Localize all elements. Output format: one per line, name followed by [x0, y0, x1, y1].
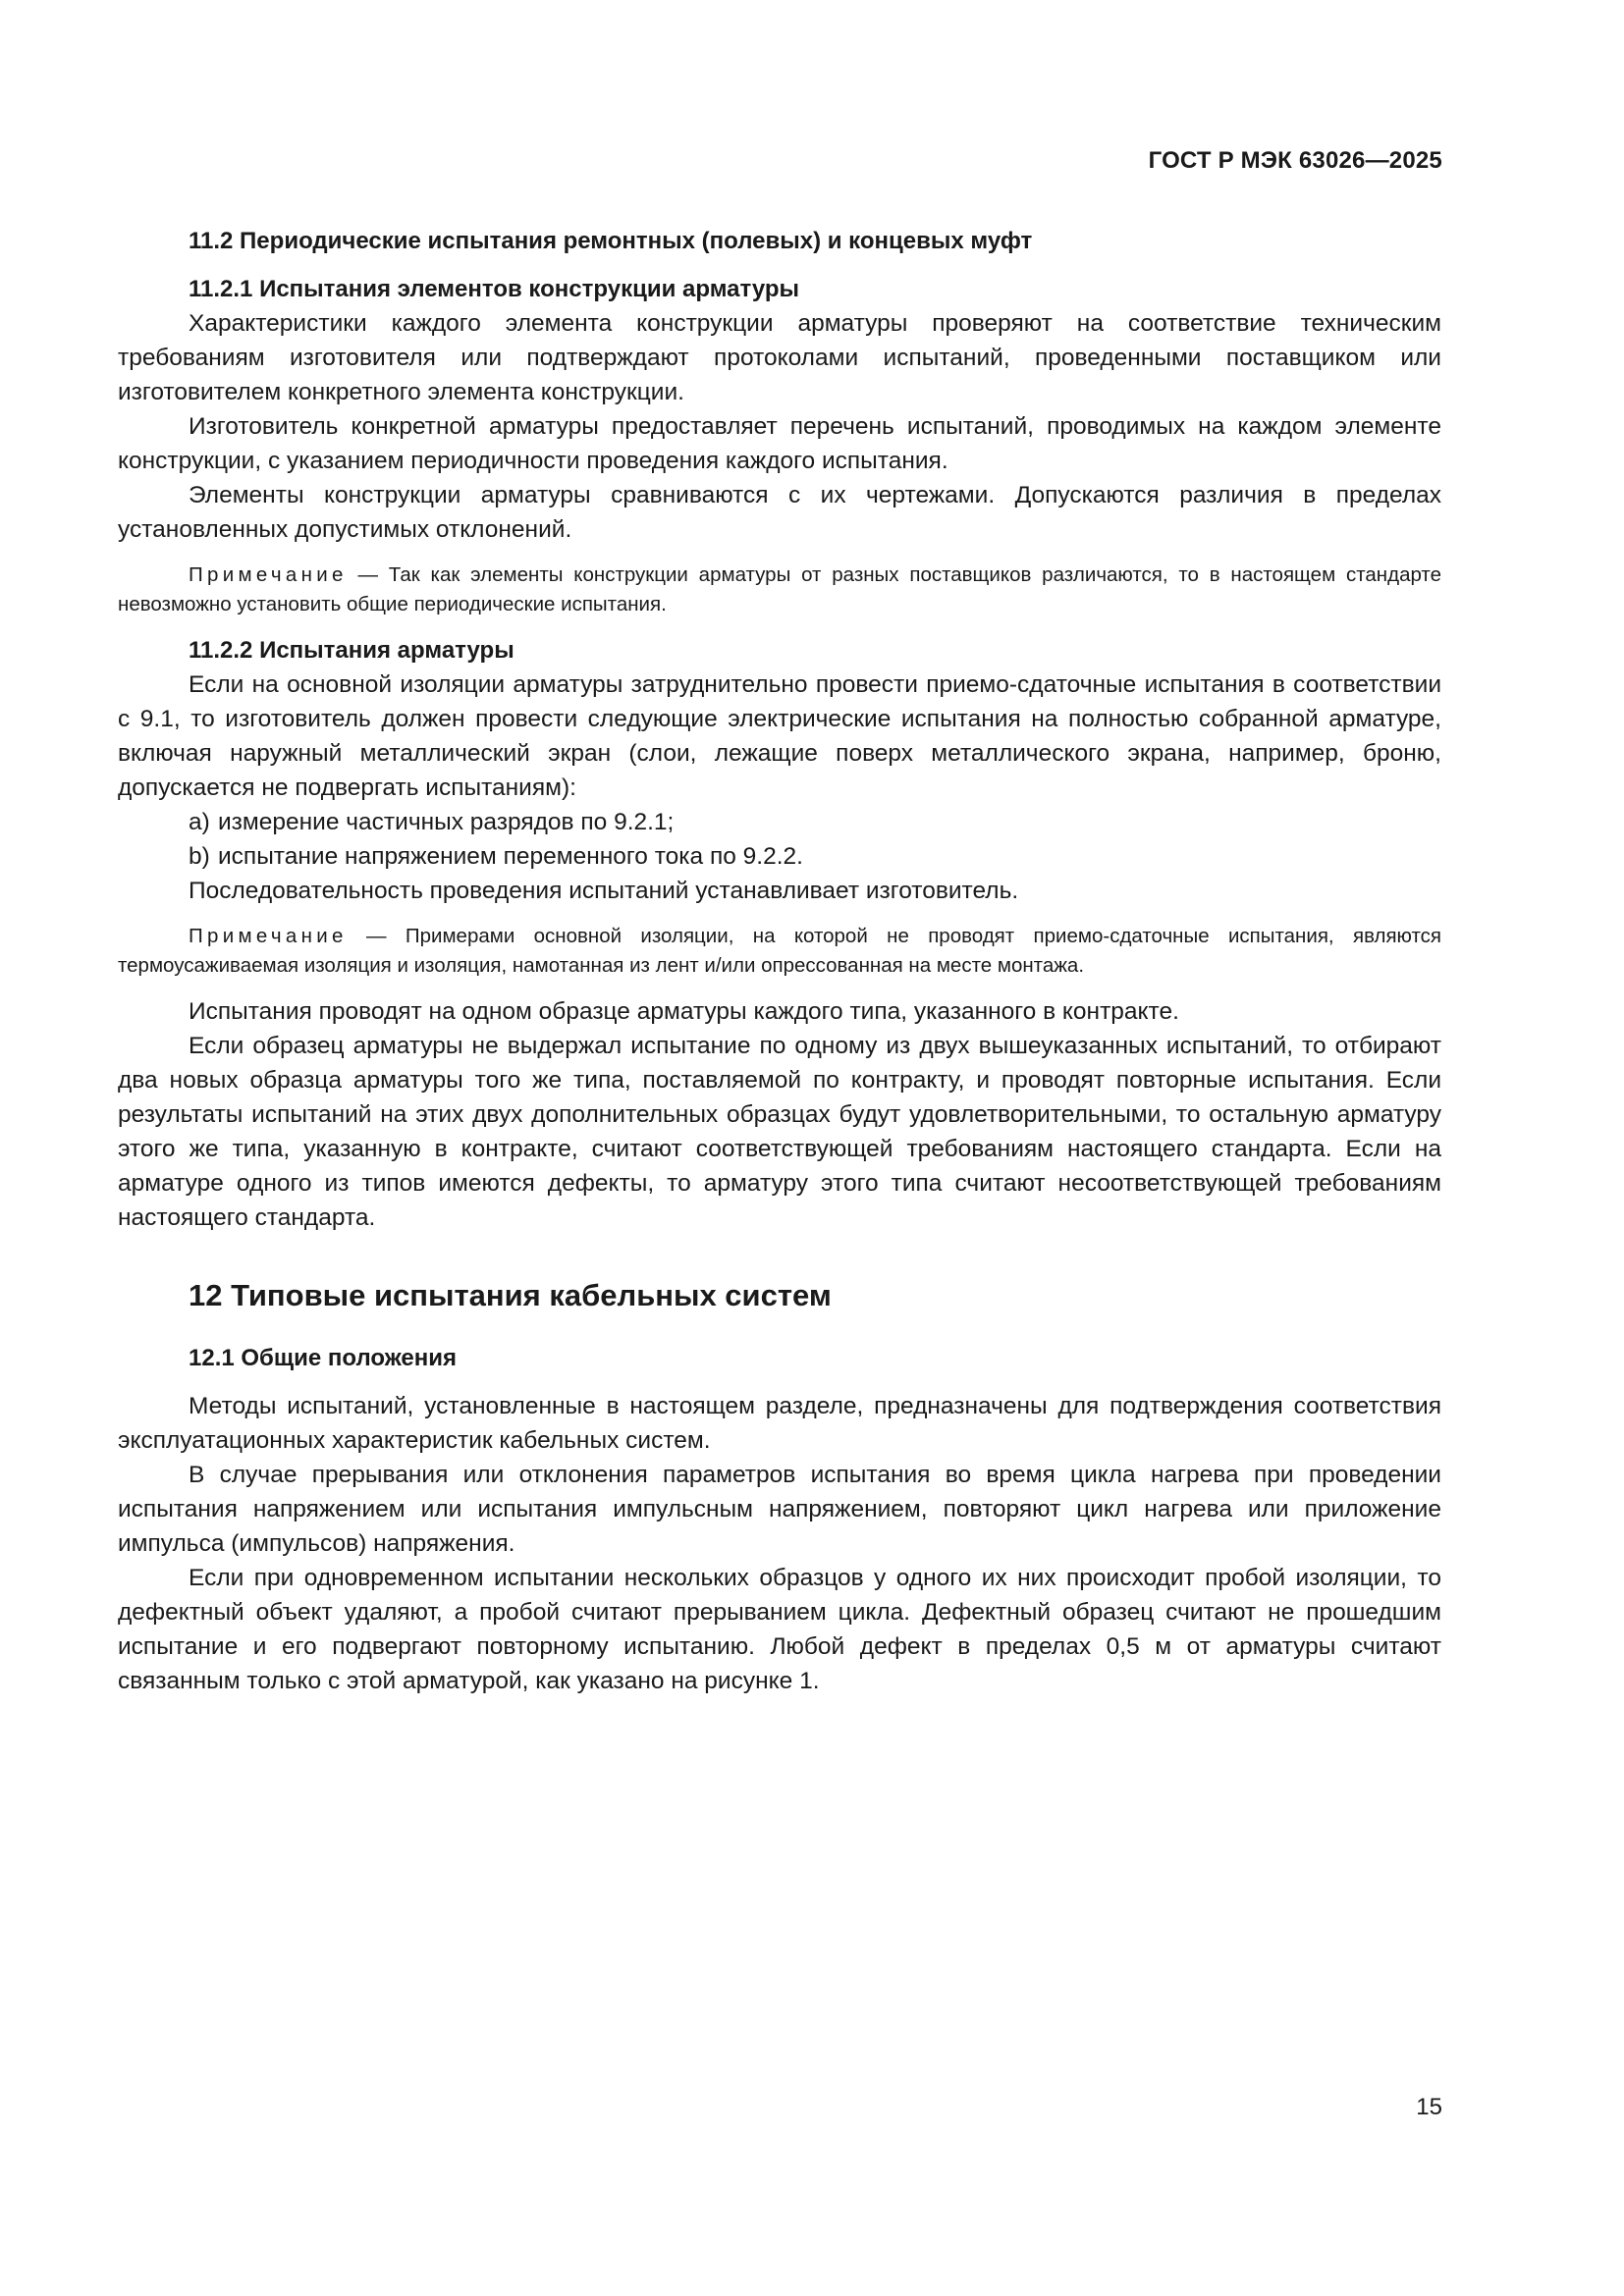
note-text: — Так как элементы конструкции арматуры от разных поставщиков различаются, то в настоящем стандарте невозможно установить общие периодические испытания.	[118, 563, 1441, 615]
section-11-2-title: 11.2 Периодические испытания ремонтных (полевых) и концевых муфт	[189, 228, 1033, 254]
list-marker: a)	[189, 809, 210, 835]
paragraph: Последовательность проведения испытаний устанавливает изготовитель.	[189, 878, 1019, 904]
document-header-id: ГОСТ Р МЭК 63026—2025	[1148, 147, 1442, 174]
note-label: Примечание	[189, 925, 348, 947]
page-number: 15	[1416, 2094, 1442, 2120]
note-label: Примечание	[189, 563, 348, 586]
list-item	[118, 839, 1441, 874]
paragraph: Если на основной изоляции арматуры затруднительно провести приемо-сдаточные испытания в соответствии с 9.1, то изготовитель должен провести следующие электрические испытания на полностью собранной арматуре, включая наружный металлический экран (слои, лежащие поверх металлического экрана, например, броню, допускается не подвергать испытаниям):	[118, 671, 1441, 801]
paragraph: Элементы конструкции арматуры сравниваются с их чертежами. Допускаются различия в пределах установленных допустимых отклонений.	[118, 482, 1441, 543]
document-body	[118, 224, 1441, 1698]
paragraph: Испытания проводят на одном образце арматуры каждого типа, указанного в контракте.	[189, 998, 1179, 1025]
list-item-text: испытание напряжением переменного тока по 9.2.2.	[218, 843, 803, 870]
list-marker: b)	[189, 843, 210, 870]
list-item	[118, 805, 1441, 839]
section-11-2-1-title: 11.2.1 Испытания элементов конструкции арматуры	[189, 276, 800, 302]
note	[118, 922, 1441, 981]
note	[118, 561, 1441, 619]
list-item-text: измерение частичных разрядов по 9.2.1;	[218, 809, 675, 835]
paragraph: Характеристики каждого элемента конструкции арматуры проверяют на соответствие техническим требованиям изготовителя или подтверждают протоколами испытаний, проведенными поставщиком или изготовителем конкретного элемента конструкции.	[118, 310, 1441, 405]
paragraph: Изготовитель конкретной арматуры предоставляет перечень испытаний, проводимых на каждом элементе конструкции, с указанием периодичности проведения каждого испытания.	[118, 413, 1441, 474]
paragraph: Если образец арматуры не выдержал испытание по одному из двух вышеуказанных испытаний, то отбирают два новых образца арматуры того же типа, поставляемой по контракту, и проводят повторные испытания. Если результаты испытаний на этих двух дополнительных образцах будут удовлетворительными, то остальную арматуру этого же типа, указанную в контракте, считают соответствующей требованиям настоящего стандарта. Если на арматуре одного из типов имеются дефекты, то арматуру этого типа считают несоответствующей требованиям настоящего стандарта.	[118, 1033, 1441, 1231]
section-12-1-title: 12.1 Общие положения	[189, 1345, 458, 1371]
paragraph: Методы испытаний, установленные в настоящем разделе, предназначены для подтверждения соответствия эксплуатационных характеристик кабельных систем.	[118, 1393, 1441, 1454]
paragraph: Если при одновременном испытании нескольких образцов у одного их них происходит пробой изоляции, то дефектный объект удаляют, а пробой считают прерыванием цикла. Дефектный образец считают не прошедшим испытание и его подвергают повторному испытанию. Любой дефект в пределах 0,5 м от арматуры считают связанным только с этой арматурой, как указано на рисунке 1.	[118, 1565, 1441, 1694]
section-12-title: 12 Типовые испытания кабельных систем	[189, 1278, 832, 1312]
paragraph: В случае прерывания или отклонения параметров испытания во время цикла нагрева при проведении испытания напряжением или испытания импульсным напряжением, повторяют цикл нагрева или приложение импульса (импульсов) напряжения.	[118, 1462, 1441, 1557]
section-11-2-2-title: 11.2.2 Испытания арматуры	[189, 637, 514, 664]
note-text: — Примерами основной изоляции, на которой не проводят приемо-сдаточные испытания, являются термоусаживаемая изоляция и изоляция, намотанная из лент и/или опрессованная на месте монтажа.	[118, 925, 1441, 977]
